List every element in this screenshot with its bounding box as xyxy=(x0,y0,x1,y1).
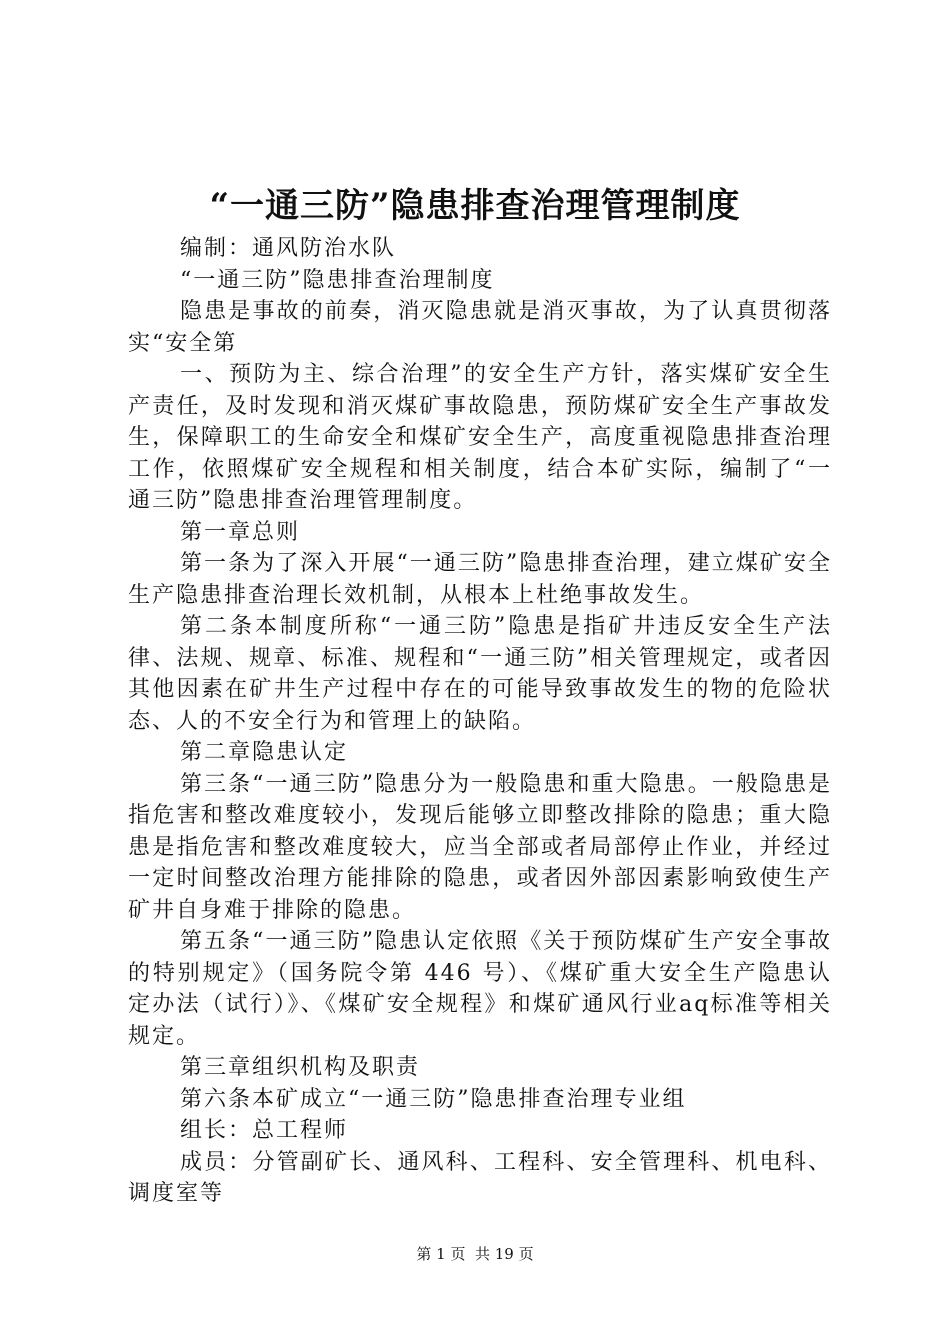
group-leader: 组长：总工程师 xyxy=(180,1118,349,1143)
page-total: 共 19 页 xyxy=(475,1245,534,1263)
paragraph-author: 编制：通风防治水队 xyxy=(180,236,397,261)
group-members: 成员：分管副矿长、通风科、工程科、安全管理科、机电科、调度室等 xyxy=(128,1149,832,1206)
chapter-heading-2: 第二章隐患认定 xyxy=(180,740,349,765)
chapter-heading-1: 第一章总则 xyxy=(180,519,301,545)
page-number: 第 1 页 xyxy=(416,1245,466,1263)
article-1: 第一条为了深入开展“一通三防”隐患排查治理，建立煤矿安全生产隐患排查治理长效机制，从根本上杜绝事故发生。 xyxy=(128,551,832,608)
paragraph-intro: 隐患是事故的前奏，消灭隐患就是消灭事故，为了认真贯彻落实“安全第 xyxy=(128,299,832,356)
page-footer xyxy=(0,1242,950,1266)
paragraph-intro-continued: 一、预防为主、综合治理”的安全生产方针，落实煤矿安全生产责任，及时发现和消灭煤矿事故隐患，预防煤矿安全生产事故发生，保障职工的生命安全和煤矿安全生产，高度重视隐患排查治理工作，依照煤矿安全规程和相关制度，结合本矿实际，编制了“一通三防”隐患排查治理管理制度。 xyxy=(128,362,832,513)
article-3: 第三条“一通三防”隐患分为一般隐患和重大隐患。一般隐患是指危害和整改难度较小，发现后能够立即整改排除的隐患；重大隐患是指危害和整改难度较大，应当全部或者局部停止作业，并经过一定时间整改治理方能排除的隐患，或者因外部因素影响致使生产矿井自身难于排除的隐患。 xyxy=(128,771,832,923)
article-6: 第六条本矿成立“一通三防”隐患排查治理专业组 xyxy=(180,1086,687,1112)
document-body xyxy=(128,233,832,1210)
article-2: 第二条本制度所称“一通三防”隐患是指矿井违反安全生产法律、法规、规章、标准、规程和“一通三防”相关管理规定，或者因其他因素在矿井生产过程中存在的可能导致事故发生的物的危险状态、人的不安全行为和管理上的缺陷。 xyxy=(128,614,832,734)
chapter-heading-3: 第三章组织机构及职责 xyxy=(180,1055,421,1080)
paragraph-subtitle: “一通三防”隐患排查治理制度 xyxy=(180,267,495,293)
article-5: 第五条“一通三防”隐患认定依照《关于预防煤矿生产安全事故的特别规定》（国务院令第 446 号）、《煤矿重大安全生产隐患认定办法（试行）》、《煤矿安全规程》和煤矿通风行业aq标准等相关规定。 xyxy=(128,929,832,1049)
document-title: “一通三防”隐患排查治理管理制度 xyxy=(209,186,741,226)
